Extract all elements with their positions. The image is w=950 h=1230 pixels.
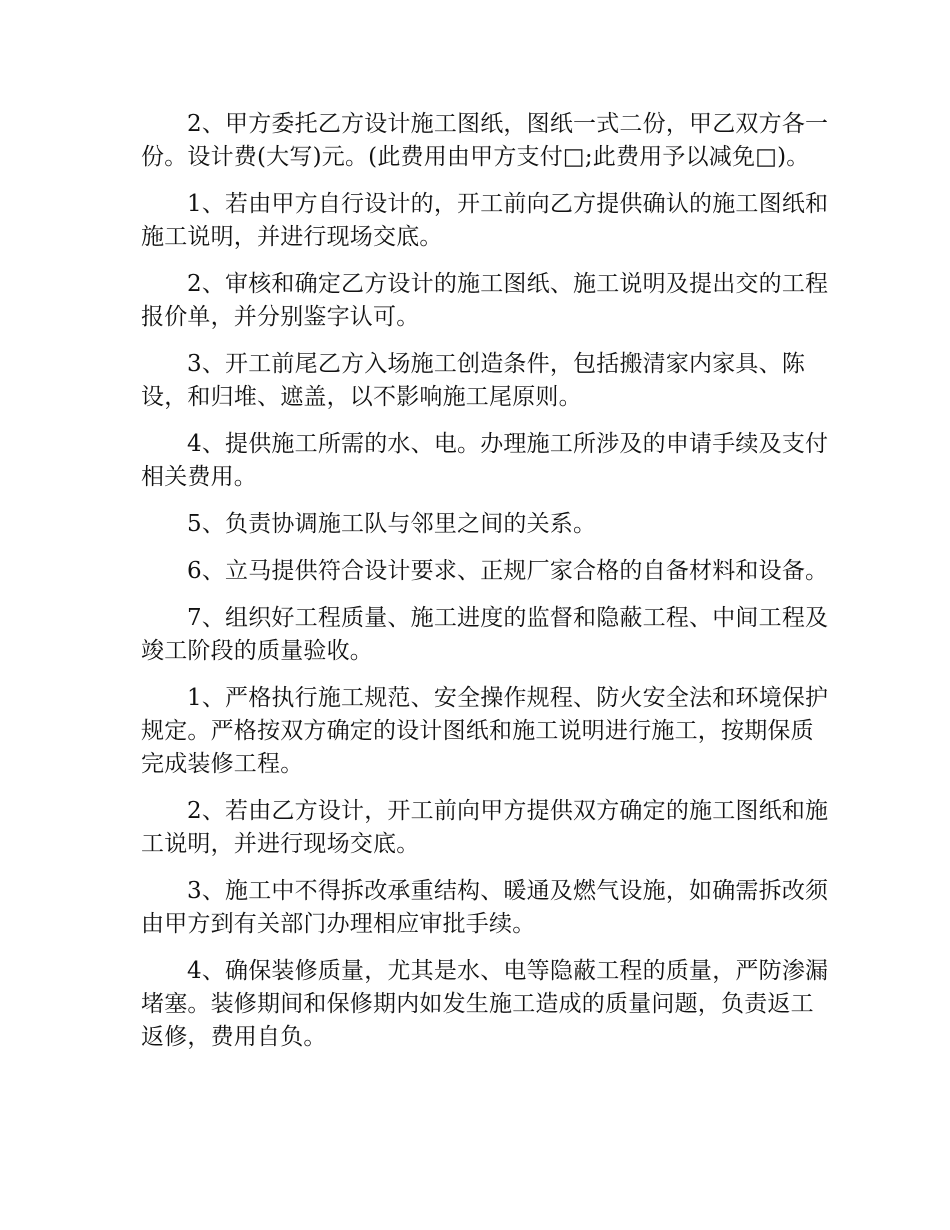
paragraph-party-a-2: 2、审核和确定乙方设计的施工图纸、施工说明及提出交的工程报价单，并分别鉴字认可。 [141, 271, 829, 330]
paragraph-party-b-4: 4、确保装修质量，尤其是水、电等隐蔽工程的质量，严防渗漏堵塞。装修期间和保修期内如发生施工造成的质量问题，负责返工返修，费用自负。 [141, 958, 829, 1050]
document-page [141, 108, 831, 1068]
paragraph-party-a-5: 5、负责协调施工队与邻里之间的关系。 [187, 511, 597, 537]
paragraph-party-b-1: 1、严格执行施工规范、安全操作规程、防火安全法和环境保护规定。严格按双方确定的设计图纸和施工说明进行施工，按期保质完成装修工程。 [141, 685, 829, 777]
paragraph-party-b-2: 2、若由乙方设计，开工前向甲方提供双方确定的施工图纸和施工说明，并进行现场交底。 [141, 798, 829, 857]
paragraph-party-b-3: 3、施工中不得拆改承重结构、暖通及燃气设施，如确需拆改须由甲方到有关部门办理相应审批手续。 [141, 878, 829, 937]
paragraph-party-a-4: 4、提供施工所需的水、电。办理施工所涉及的申请手续及支付相关费用。 [141, 431, 829, 490]
paragraph-design-fee: 2、甲方委托乙方设计施工图纸，图纸一式二份，甲乙双方各一份。设计费(大写)元。(此费用由甲方支付□;此费用予以减免□)。 [141, 111, 829, 170]
paragraph-party-a-3: 3、开工前尾乙方入场施工创造条件，包括搬清家内家具、陈设，和归堆、遮盖，以不影响施工尾原则。 [141, 351, 806, 410]
paragraph-party-a-7: 7、组织好工程质量、施工进度的监督和隐蔽工程、中间工程及竣工阶段的质量验收。 [141, 605, 829, 664]
paragraph-party-a-1: 1、若由甲方自行设计的，开工前向乙方提供确认的施工图纸和施工说明，并进行现场交底。 [141, 191, 829, 250]
paragraph-party-a-6: 6、立马提供符合设计要求、正规厂家合格的自备材料和设备。 [187, 558, 829, 584]
